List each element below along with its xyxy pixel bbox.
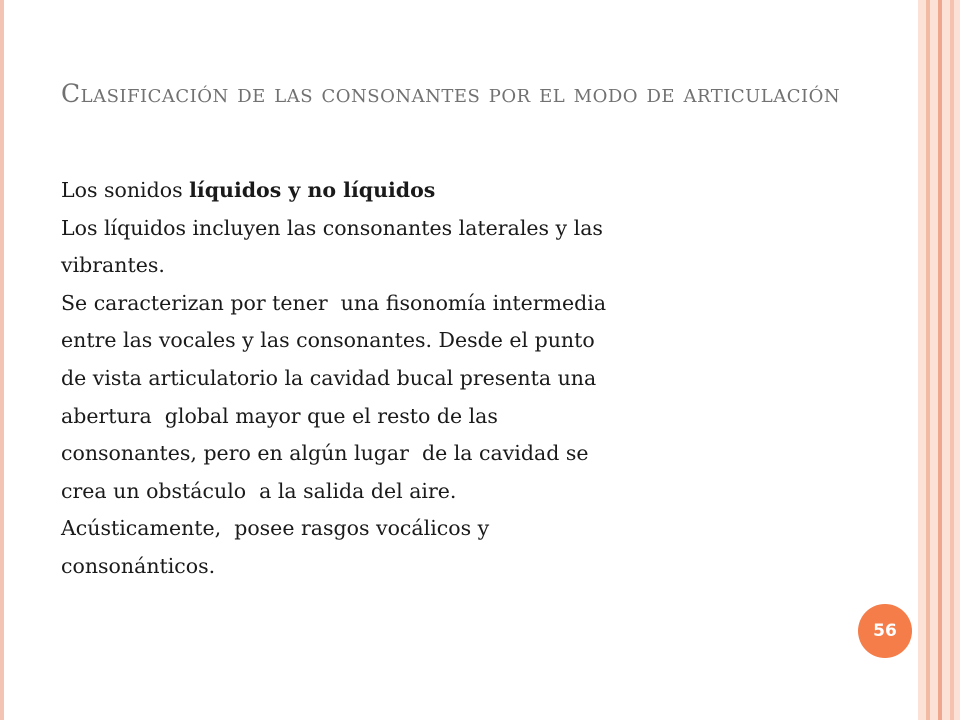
body-line-6: de vista articulatorio la cavidad bucal presenta una xyxy=(61,365,597,390)
slide-body xyxy=(61,172,851,586)
left-border-stripe xyxy=(0,0,4,720)
body-line-11: consonánticos. xyxy=(61,553,216,578)
page-number-badge: 56 xyxy=(858,604,912,658)
slide-title: Clasificación de las consonantes por el modo de articulación xyxy=(61,79,841,108)
body-line-10: Acústicamente, posee rasgos vocálicos y xyxy=(61,516,490,541)
body-line-2: Los líquidos incluyen las consonantes laterales y las xyxy=(61,215,603,240)
body-line-4: Se caracterizan por tener una fisonomía intermedia xyxy=(61,290,607,315)
body-line-1-bold: líquidos y no líquidos xyxy=(189,178,436,202)
body-line-3: vibrantes. xyxy=(61,253,165,278)
body-line-7: abertura global mayor que el resto de las xyxy=(61,403,498,428)
body-line-5: entre las vocales y las consonantes. Desde el punto xyxy=(61,328,595,353)
body-line-1 xyxy=(61,172,851,210)
body-line-9: crea un obstáculo a la salida del aire. xyxy=(61,478,457,503)
body-line-1-prefix: Los sonidos xyxy=(61,178,190,202)
body-line-8: consonantes, pero en algún lugar de la cavidad se xyxy=(61,441,589,466)
right-decorative-stripes xyxy=(918,0,960,720)
